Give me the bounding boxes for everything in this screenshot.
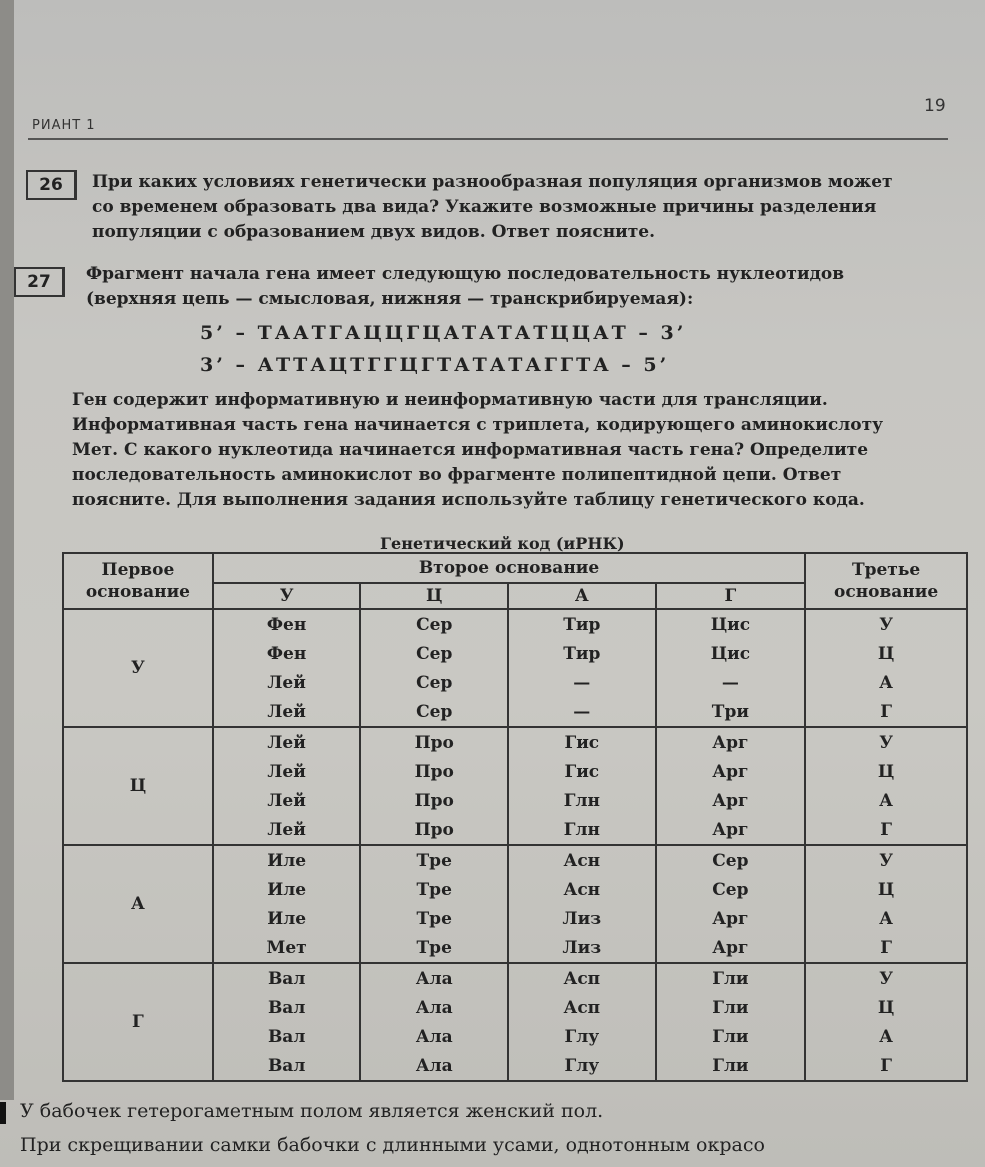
third-base-label: Г — [880, 701, 892, 722]
amino-acid: Тре — [416, 850, 452, 871]
amino-acid: Ала — [415, 1026, 453, 1047]
question-27-number: 27 — [14, 267, 65, 297]
amino-acid: Сер — [416, 614, 453, 635]
question-26-line: При каких условиях генетически разнообразная популяция организмов может — [92, 172, 893, 192]
amino-acid: Арг — [712, 819, 749, 840]
dna-template-strand: 3’ – АТТАЦТГГЦГТАТАТАГГТА – 5’ — [200, 354, 670, 376]
amino-acid-cell — [508, 727, 656, 845]
amino-acid: Про — [414, 819, 454, 840]
amino-acid-cell — [213, 963, 361, 1081]
third-base-label: А — [879, 790, 894, 811]
third-base-cell — [805, 845, 967, 963]
amino-acid: Иле — [267, 908, 307, 929]
amino-acid: Фен — [266, 614, 307, 635]
amino-acid: — — [721, 672, 739, 693]
genetic-code-table — [62, 552, 968, 1082]
first-base-cell: А — [63, 845, 213, 963]
amino-acid: Арг — [712, 732, 749, 753]
running-header: РИАНТ 1 — [32, 118, 96, 133]
third-base-label: А — [879, 908, 894, 929]
amino-acid: Лей — [267, 672, 306, 693]
amino-acid-cell — [360, 727, 508, 845]
amino-acid: Ала — [415, 968, 453, 989]
amino-acid: Лей — [267, 701, 306, 722]
second-base-label: Ц — [360, 583, 508, 609]
amino-acid: Арг — [712, 761, 749, 782]
amino-acid: Асн — [563, 879, 601, 900]
amino-acid: Гис — [564, 732, 600, 753]
third-base-label: Ц — [877, 997, 895, 1018]
amino-acid: Цис — [710, 643, 751, 664]
amino-acid: Мет — [266, 937, 307, 958]
dna-sense-strand: 5’ – ТААТГАЦЦГЦАТАТАТЦЦАТ – 3’ — [200, 322, 687, 344]
amino-acid: Лей — [267, 732, 306, 753]
second-base-label: Г — [656, 583, 806, 609]
amino-acid: — — [573, 701, 591, 722]
third-base-label: У — [879, 732, 893, 753]
amino-acid-cell — [508, 609, 656, 727]
amino-acid: Сер — [712, 879, 749, 900]
amino-acid: Глу — [564, 1026, 600, 1047]
third-base-label: У — [879, 968, 893, 989]
genetic-code-body — [63, 609, 967, 1081]
third-base-header: Третье основание — [805, 553, 967, 609]
amino-acid: Гли — [712, 1055, 749, 1076]
amino-acid: Про — [414, 732, 454, 753]
amino-acid: Глн — [563, 819, 600, 840]
amino-acid: Тре — [416, 908, 452, 929]
amino-acid: Лей — [267, 819, 306, 840]
amino-acid: Гли — [712, 968, 749, 989]
third-base-label: У — [879, 614, 893, 635]
second-base-header: Второе основание — [213, 553, 805, 583]
amino-acid: Вал — [267, 1055, 306, 1076]
amino-acid: — — [573, 672, 591, 693]
amino-acid: Тре — [416, 879, 452, 900]
third-base-label: Г — [880, 819, 892, 840]
amino-acid-cell — [656, 727, 806, 845]
amino-acid: Тре — [416, 937, 452, 958]
third-base-cell — [805, 963, 967, 1081]
third-base-cell — [805, 609, 967, 727]
page-number: 19 — [924, 96, 946, 116]
codon-row — [63, 727, 967, 845]
third-base-label: Ц — [877, 761, 895, 782]
amino-acid: Вал — [267, 997, 306, 1018]
question-27-intro — [86, 262, 844, 312]
amino-acid: Сер — [416, 701, 453, 722]
next-question-line: При скрещивании самки бабочки с длинными усами, однотонным окрасо — [20, 1134, 765, 1156]
amino-acid: Лиз — [562, 908, 602, 929]
amino-acid: Асп — [563, 997, 601, 1018]
amino-acid-cell — [656, 845, 806, 963]
amino-acid: Вал — [267, 1026, 306, 1047]
first-base-cell: Ц — [63, 727, 213, 845]
first-base-cell: Г — [63, 963, 213, 1081]
amino-acid: Глу — [564, 1055, 600, 1076]
second-base-label: У — [213, 583, 361, 609]
table-caption: Генетический код (иРНК) — [380, 534, 625, 553]
amino-acid: Тир — [563, 614, 601, 635]
header-rule — [28, 138, 948, 140]
amino-acid: Глн — [563, 790, 600, 811]
next-question-line: У бабочек гетерогаметным полом является женский пол. — [20, 1100, 604, 1122]
third-base-label: Ц — [877, 879, 895, 900]
codon-row — [63, 845, 967, 963]
amino-acid: Асп — [563, 968, 601, 989]
question-27-body-line: Информативная часть гена начинается с триплета, кодирующего аминокислоту — [72, 415, 884, 435]
question-27-body-line: последовательность аминокислот во фрагменте полипептидной цепи. Ответ — [72, 465, 842, 485]
question-27-body — [72, 388, 883, 513]
third-base-label: Г — [880, 937, 892, 958]
amino-acid: Арг — [712, 790, 749, 811]
amino-acid: Арг — [712, 908, 749, 929]
second-base-label: А — [508, 583, 656, 609]
amino-acid: Гис — [564, 761, 600, 782]
amino-acid: Иле — [267, 879, 307, 900]
amino-acid: Ала — [415, 997, 453, 1018]
amino-acid: Цис — [710, 614, 751, 635]
amino-acid-cell — [508, 845, 656, 963]
third-base-label: Ц — [877, 643, 895, 664]
question-27-intro-line: Фрагмент начала гена имеет следующую последовательность нуклеотидов — [86, 264, 845, 284]
question-26-text — [92, 170, 893, 245]
amino-acid: Лей — [267, 790, 306, 811]
third-base-cell — [805, 727, 967, 845]
third-base-label: У — [879, 850, 893, 871]
amino-acid-cell — [360, 845, 508, 963]
codon-row — [63, 609, 967, 727]
question-27-intro-line: (верхняя цепь — смысловая, нижняя — транскрибируемая): — [86, 289, 694, 309]
amino-acid-cell — [213, 727, 361, 845]
first-base-header: Первое основание — [63, 553, 213, 609]
question-27-body-line: поясните. Для выполнения задания используйте таблицу генетического кода. — [72, 490, 865, 510]
amino-acid: Сер — [712, 850, 749, 871]
amino-acid: Про — [414, 790, 454, 811]
amino-acid: Лиз — [562, 937, 602, 958]
codon-row — [63, 963, 967, 1081]
question-26-number: 26 — [26, 170, 77, 200]
third-base-label: А — [879, 1026, 894, 1047]
amino-acid: Иле — [267, 850, 307, 871]
amino-acid: Ала — [415, 1055, 453, 1076]
amino-acid: Фен — [266, 643, 307, 664]
amino-acid-cell — [360, 963, 508, 1081]
amino-acid: Про — [414, 761, 454, 782]
question-26-line: со временем образовать два вида? Укажите возможные причины разделения — [92, 197, 877, 217]
amino-acid: Асн — [563, 850, 601, 871]
third-base-label: А — [879, 672, 894, 693]
amino-acid: Три — [711, 701, 749, 722]
first-base-cell: У — [63, 609, 213, 727]
page-edge — [0, 0, 14, 1100]
amino-acid-cell — [508, 963, 656, 1081]
amino-acid: Гли — [712, 997, 749, 1018]
amino-acid-cell — [213, 609, 361, 727]
third-base-label: Г — [880, 1055, 892, 1076]
amino-acid: Сер — [416, 643, 453, 664]
amino-acid-cell — [213, 845, 361, 963]
amino-acid-cell — [656, 963, 806, 1081]
amino-acid: Лей — [267, 761, 306, 782]
question-26-line: популяции с образованием двух видов. Ответ поясните. — [92, 222, 656, 242]
question-27-body-line: Мет. С какого нуклеотида начинается информативная часть гена? Определите — [72, 440, 869, 460]
amino-acid: Тир — [563, 643, 601, 664]
question-27-body-line: Ген содержит информативную и неинформативную части для трансляции. — [72, 390, 828, 410]
next-question-marker — [0, 1102, 6, 1124]
amino-acid: Гли — [712, 1026, 749, 1047]
amino-acid-cell — [360, 609, 508, 727]
amino-acid-cell — [656, 609, 806, 727]
amino-acid: Сер — [416, 672, 453, 693]
amino-acid: Вал — [267, 968, 306, 989]
amino-acid: Арг — [712, 937, 749, 958]
